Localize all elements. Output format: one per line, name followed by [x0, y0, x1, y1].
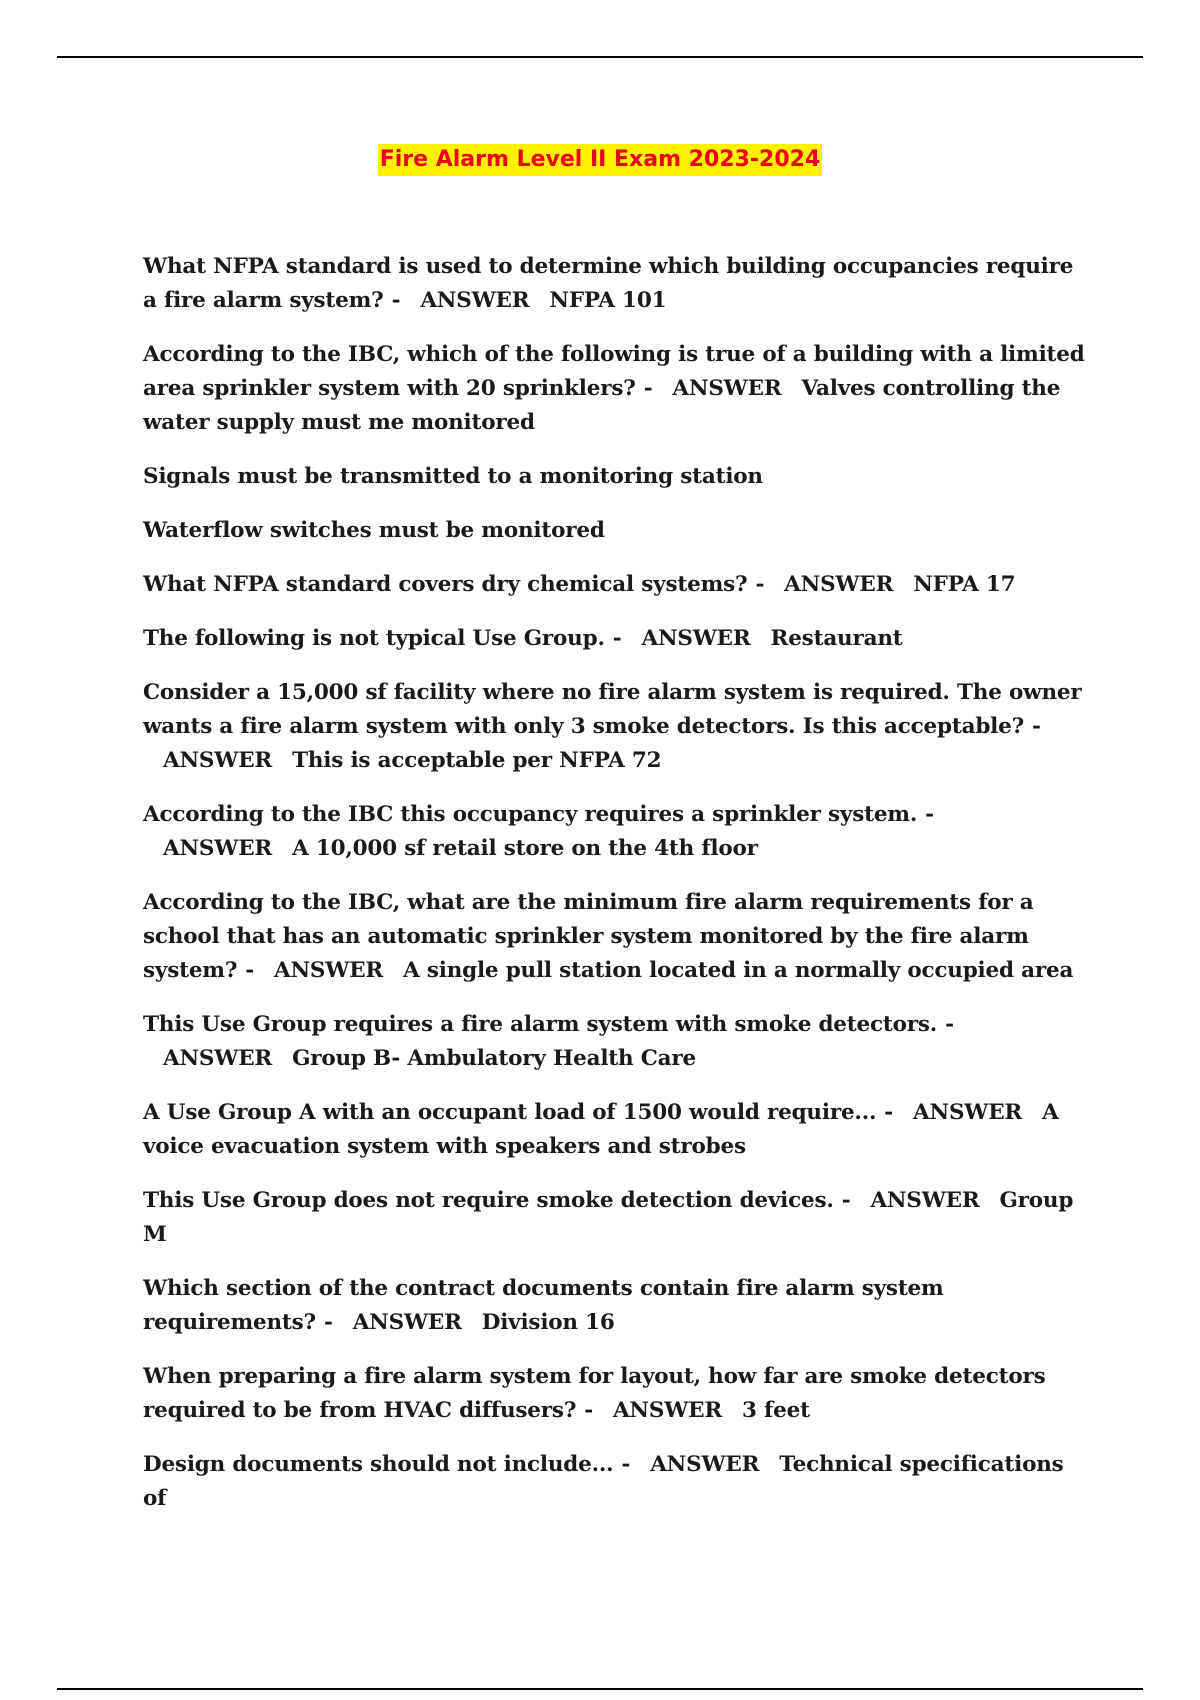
question-text: What NFPA standard is used to determine which building occupancies require a fire alarm system? — [143, 254, 1074, 313]
answer-text: Group M — [143, 1188, 1074, 1247]
answer-text: A 10,000 sf retail store on the 4th floor — [292, 836, 758, 861]
answer-keyword: ANSWER — [650, 1452, 760, 1477]
footer-rule — [57, 1688, 1143, 1690]
title-block — [0, 144, 1200, 176]
answer-text: 3 feet — [742, 1398, 810, 1423]
qa-item — [143, 1448, 1093, 1516]
separator: - — [841, 1188, 851, 1213]
answer-keyword: ANSWER — [784, 572, 894, 597]
separator: - — [584, 1398, 593, 1423]
question-text: A Use Group A with an occupant load of 1500 would require... — [143, 1100, 877, 1125]
answer-keyword: ANSWER — [420, 288, 530, 313]
separator: - — [925, 802, 934, 827]
question-text: When preparing a fire alarm system for layout, how far are smoke detectors required to be from HVAC diffusers? — [143, 1364, 1046, 1423]
answer-text: Technical specifications of — [143, 1452, 1064, 1511]
answer-text: Valves controlling the water supply must me monitored — [143, 376, 1061, 435]
qa-item — [143, 568, 1093, 602]
separator: - — [621, 1452, 631, 1477]
question-text: This Use Group requires a fire alarm system with smoke detectors. — [143, 1012, 938, 1037]
answer-keyword: ANSWER — [352, 1310, 462, 1335]
question-text: According to the IBC this occupancy requires a sprinkler system. — [143, 802, 918, 827]
answer-keyword: ANSWER — [913, 1100, 1023, 1125]
question-text: According to the IBC, what are the minimum fire alarm requirements for a school that has an automatic sprinkler system monitored by the fire alarm system? — [143, 890, 1034, 983]
separator: - — [391, 288, 401, 313]
question-text: Which section of the contract documents contain fire alarm system requirements? — [143, 1276, 944, 1335]
qa-item — [143, 1272, 1093, 1340]
separator: - — [1032, 714, 1041, 739]
separator: - — [323, 1310, 333, 1335]
answer-text: Division 16 — [481, 1310, 615, 1335]
question-text: According to the IBC, which of the following is true of a building with a limited area sprinkler system with 20 sprinklers? — [143, 342, 1085, 401]
qa-item — [143, 1184, 1093, 1252]
answer-text: This is acceptable per NFPA 72 — [292, 748, 662, 773]
statement-text: Signals must be transmitted to a monitoring station — [143, 464, 763, 489]
question-text: Design documents should not include... — [143, 1452, 614, 1477]
answer-keyword: ANSWER — [163, 836, 273, 861]
answer-keyword: ANSWER — [163, 1046, 273, 1071]
header-rule — [57, 56, 1143, 58]
question-text: Consider a 15,000 sf facility where no fire alarm system is required. The owner wants a fire alarm system with only 3 smoke detectors. Is this acceptable? — [143, 680, 1082, 739]
question-text: The following is not typical Use Group. — [143, 626, 605, 651]
separator: - — [612, 626, 622, 651]
question-text: This Use Group does not require smoke detection devices. — [143, 1188, 834, 1213]
qa-item — [143, 1360, 1093, 1428]
answer-keyword: ANSWER — [672, 376, 782, 401]
answer-text: A single pull station located in a normally occupied area — [403, 958, 1074, 983]
qa-item — [143, 338, 1093, 440]
qa-list — [143, 250, 1093, 1536]
answer-text: A voice evacuation system with speakers and strobes — [143, 1100, 1059, 1159]
separator: - — [643, 376, 653, 401]
answer-text: Restaurant — [770, 626, 903, 651]
separator: - — [755, 572, 765, 597]
answer-text: NFPA 101 — [549, 288, 667, 313]
qa-item — [143, 514, 1093, 548]
qa-item — [143, 886, 1093, 988]
qa-item — [143, 622, 1093, 656]
answer-text: NFPA 17 — [913, 572, 1016, 597]
statement-text: Waterflow switches must be monitored — [143, 518, 605, 543]
answer-keyword: ANSWER — [163, 748, 273, 773]
separator: - — [884, 1100, 894, 1125]
answer-keyword: ANSWER — [274, 958, 384, 983]
qa-item — [143, 676, 1093, 778]
question-text: What NFPA standard covers dry chemical systems? — [143, 572, 748, 597]
qa-item — [143, 250, 1093, 318]
separator: - — [945, 1012, 954, 1037]
qa-item — [143, 1008, 1093, 1076]
answer-text: Group B- Ambulatory Health Care — [292, 1046, 696, 1071]
document-title: Fire Alarm Level II Exam 2023-2024 — [378, 144, 823, 176]
answer-keyword: ANSWER — [612, 1398, 723, 1423]
separator: - — [245, 958, 254, 983]
qa-item — [143, 1096, 1093, 1164]
qa-item — [143, 798, 1093, 866]
answer-keyword: ANSWER — [870, 1188, 980, 1213]
answer-keyword: ANSWER — [641, 626, 751, 651]
qa-item — [143, 460, 1093, 494]
